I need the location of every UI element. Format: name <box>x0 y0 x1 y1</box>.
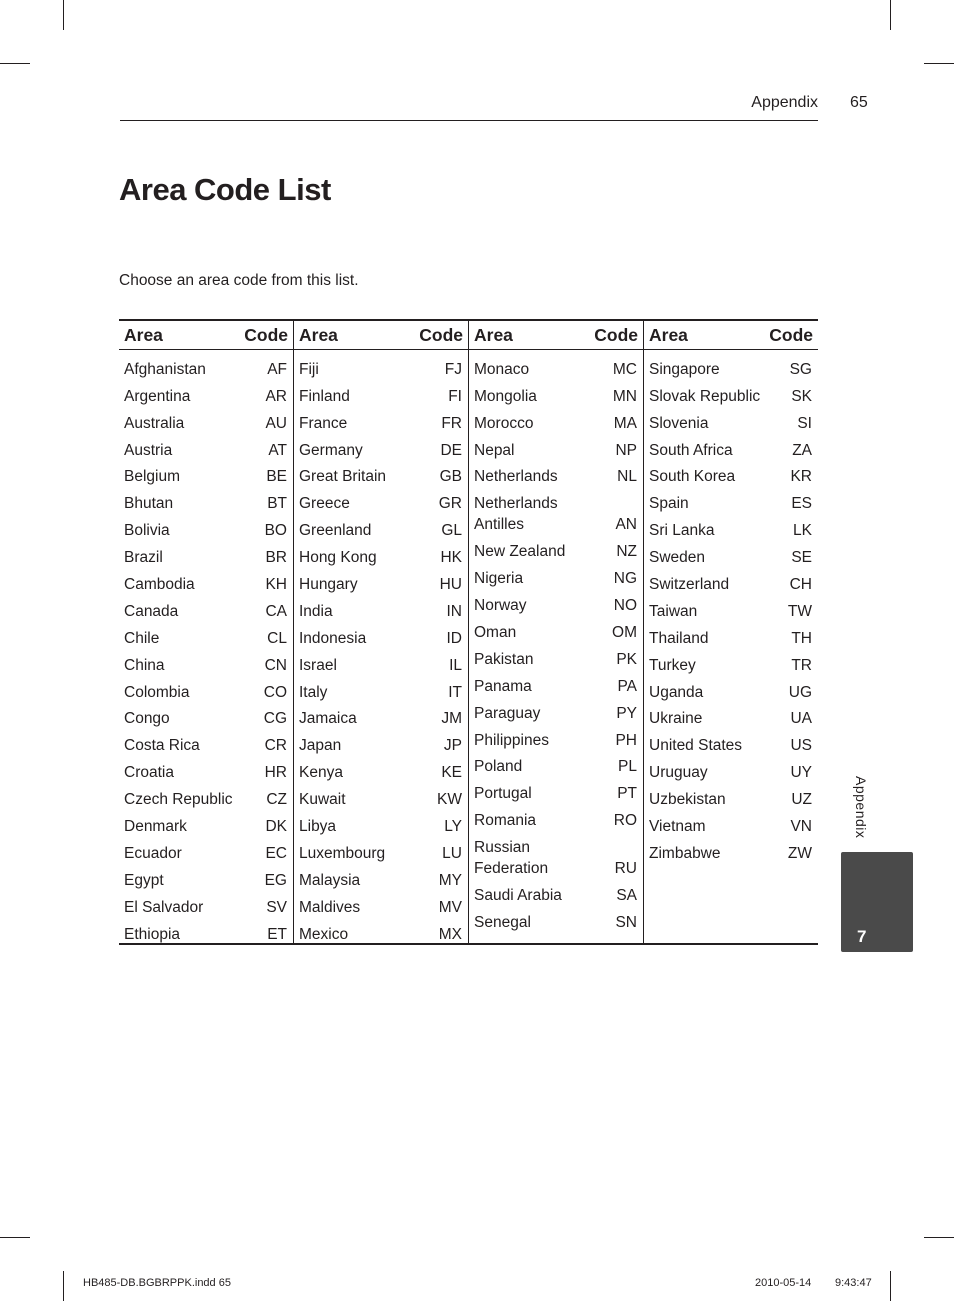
table-row <box>119 487 293 514</box>
column-header <box>644 321 818 350</box>
table-row <box>294 837 468 864</box>
area-code: FI <box>448 387 462 405</box>
area-name: New Zealand <box>474 543 566 561</box>
area-name: Mongolia <box>474 387 537 405</box>
page-title: Area Code List <box>119 172 331 207</box>
table-row <box>469 697 643 724</box>
table-row <box>119 864 293 891</box>
area-name: Netherlands <box>474 468 558 486</box>
crop-mark <box>63 1271 64 1301</box>
table-row <box>469 616 643 643</box>
area-code: PY <box>616 704 637 722</box>
table-row <box>469 804 643 831</box>
column-header <box>119 321 293 350</box>
area-name: Belgium <box>124 468 180 486</box>
area-name: South Korea <box>649 468 736 486</box>
area-name: Uruguay <box>649 764 708 782</box>
table-row <box>294 783 468 810</box>
table-row <box>119 380 293 407</box>
area-name: Hong Kong <box>299 549 377 567</box>
area-code: EC <box>265 844 287 862</box>
table-row <box>119 541 293 568</box>
table-row <box>119 434 293 461</box>
area-name: Germany <box>299 441 363 459</box>
area-name: Afghanistan <box>124 360 206 378</box>
area-name: Nepal <box>474 441 515 459</box>
area-name: Luxembourg <box>299 844 386 862</box>
area-code: SG <box>789 360 812 378</box>
table-row <box>644 568 818 595</box>
area-name: Czech Republic <box>124 791 233 809</box>
side-tab-label <box>844 770 878 844</box>
table-row <box>469 906 643 933</box>
table-row <box>294 595 468 622</box>
table-row <box>119 810 293 837</box>
area-name: Ukraine <box>649 710 703 728</box>
table-row <box>294 568 468 595</box>
table-row <box>644 837 818 864</box>
area-code: GB <box>439 468 462 486</box>
table-row <box>469 461 643 488</box>
area-name: Greenland <box>299 522 372 540</box>
area-name: Indonesia <box>299 629 367 647</box>
table-row <box>644 783 818 810</box>
area-name: Romania <box>474 812 537 830</box>
area-code: CH <box>789 576 812 594</box>
area-name: Maldives <box>299 898 361 916</box>
table-row <box>644 756 818 783</box>
area-code: MA <box>613 414 637 432</box>
area-name: Cambodia <box>124 576 195 594</box>
header-area: Area <box>124 324 163 345</box>
area-name: Bhutan <box>124 495 174 513</box>
area-code: IT <box>448 683 462 701</box>
area-code: AF <box>267 360 287 378</box>
area-name: Panama <box>474 677 532 695</box>
area-name: Slovak Republic <box>649 387 761 405</box>
area-code: OM <box>612 624 637 642</box>
area-code: ID <box>446 629 462 647</box>
area-code: HK <box>440 549 462 567</box>
area-name: France <box>299 414 348 432</box>
area-code: DK <box>265 818 287 836</box>
crop-mark <box>890 0 891 30</box>
header-area: Area <box>299 324 338 345</box>
header-code: Code <box>244 324 288 345</box>
table-row <box>644 622 818 649</box>
table-row <box>644 434 818 461</box>
area-name: Costa Rica <box>124 737 200 755</box>
table-row <box>119 918 293 945</box>
table-row <box>119 568 293 595</box>
area-code: HR <box>264 764 287 782</box>
area-code: TR <box>791 656 812 674</box>
table-row <box>644 380 818 407</box>
area-code: MV <box>438 898 462 916</box>
area-name: Japan <box>299 737 342 755</box>
area-code: SK <box>791 387 812 405</box>
area-name: Paraguay <box>474 704 541 722</box>
table-row <box>469 407 643 434</box>
column-header <box>469 321 643 350</box>
area-code: UZ <box>791 791 812 809</box>
area-name: Jamaica <box>299 710 357 728</box>
area-code: MY <box>438 871 462 889</box>
table-row <box>294 353 468 380</box>
area-name: Argentina <box>124 387 191 405</box>
area-code: AU <box>265 414 287 432</box>
area-name: Libya <box>299 818 337 836</box>
area-name: Brazil <box>124 549 163 567</box>
area-name: Senegal <box>474 914 531 932</box>
table-row <box>119 729 293 756</box>
header-area: Area <box>649 324 688 345</box>
area-name: Chile <box>124 629 160 647</box>
area-code: SA <box>616 887 637 905</box>
area-code: HU <box>439 576 462 594</box>
area-name: Kuwait <box>299 791 346 809</box>
area-code: KH <box>265 576 287 594</box>
table-row <box>294 380 468 407</box>
area-name: Norway <box>474 597 527 615</box>
area-code: BR <box>265 549 287 567</box>
table-row <box>469 589 643 616</box>
area-code: PH <box>615 731 637 749</box>
area-name: Australia <box>124 414 185 432</box>
area-code: BE <box>266 468 287 486</box>
area-name: South Africa <box>649 441 733 459</box>
area-name: Zimbabwe <box>649 844 721 862</box>
area-code: JM <box>441 710 462 728</box>
table-row <box>294 676 468 703</box>
area-name: Spain <box>649 495 689 513</box>
area-code: PA <box>617 677 637 695</box>
area-name: Switzerland <box>649 576 730 594</box>
table-column <box>468 321 643 943</box>
intro-text: Choose an area code from this list. <box>119 272 359 289</box>
table-column <box>643 321 818 943</box>
area-code: SV <box>266 898 287 916</box>
area-code: EG <box>264 871 287 889</box>
area-name: Uganda <box>649 683 704 701</box>
area-name: Oman <box>474 624 517 642</box>
area-code: MX <box>438 925 462 943</box>
area-name: Colombia <box>124 683 190 701</box>
table-row <box>119 891 293 918</box>
crop-mark <box>924 1237 954 1238</box>
table-row <box>294 622 468 649</box>
table-row <box>469 535 643 562</box>
area-code: CN <box>264 656 287 674</box>
area-code: CZ <box>266 791 287 809</box>
area-code: PK <box>616 650 637 668</box>
area-name: Israel <box>299 656 337 674</box>
area-name: Pakistan <box>474 650 534 668</box>
area-name: Taiwan <box>649 602 698 620</box>
crop-mark <box>0 63 30 64</box>
area-name: Kenya <box>299 764 343 782</box>
chapter-tab <box>841 852 913 952</box>
area-name: Hungary <box>299 576 358 594</box>
table-row <box>294 514 468 541</box>
area-name: Austria <box>124 441 173 459</box>
area-name: Malaysia <box>299 871 361 889</box>
header-section-label: Appendix <box>751 94 818 111</box>
area-code: MN <box>612 387 637 405</box>
area-name: Finland <box>299 387 350 405</box>
area-code: KR <box>790 468 812 486</box>
table-row <box>644 353 818 380</box>
area-code: NZ <box>616 543 637 561</box>
area-code: KE <box>441 764 462 782</box>
area-code: DE <box>440 441 462 459</box>
area-code: CR <box>264 737 287 755</box>
table-row <box>469 434 643 461</box>
area-code: KW <box>437 791 462 809</box>
area-code: LY <box>444 818 462 836</box>
column-header <box>294 321 468 350</box>
table-row <box>294 810 468 837</box>
table-row <box>294 541 468 568</box>
table-row <box>469 380 643 407</box>
area-code: CG <box>263 710 287 728</box>
page-number: 65 <box>850 94 868 111</box>
area-code: NL <box>617 468 637 486</box>
area-code: US <box>790 737 812 755</box>
area-code: UA <box>790 710 812 728</box>
table-row <box>119 461 293 488</box>
area-name: Russian Federation <box>474 839 549 878</box>
area-code: ET <box>267 925 287 943</box>
area-name: Denmark <box>124 818 187 836</box>
table-row <box>294 729 468 756</box>
area-code: LK <box>793 522 812 540</box>
table-row <box>469 562 643 589</box>
area-name: Sweden <box>649 549 706 567</box>
table-row <box>469 777 643 804</box>
area-code: GR <box>438 495 462 513</box>
table-row <box>294 407 468 434</box>
area-code: IL <box>449 656 462 674</box>
table-row <box>119 837 293 864</box>
area-code: FJ <box>444 360 462 378</box>
area-code: SN <box>615 914 637 932</box>
table-row <box>294 918 468 945</box>
area-name: Sri Lanka <box>649 522 715 540</box>
table-row <box>469 831 643 879</box>
table-row <box>119 783 293 810</box>
table-row <box>119 703 293 730</box>
area-code: MC <box>612 360 637 378</box>
area-name: Thailand <box>649 629 709 647</box>
area-name: Ecuador <box>124 844 182 862</box>
table-row <box>294 756 468 783</box>
table-row <box>294 891 468 918</box>
table-column <box>293 321 468 943</box>
area-name: El Salvador <box>124 898 204 916</box>
area-code: LU <box>442 844 462 862</box>
area-code: RO <box>613 812 637 830</box>
table-row <box>469 353 643 380</box>
area-name: United States <box>649 737 743 755</box>
table-row <box>294 703 468 730</box>
area-name: Nigeria <box>474 570 524 588</box>
area-name: Singapore <box>649 360 720 378</box>
table-row <box>644 407 818 434</box>
table-row <box>294 649 468 676</box>
area-name: Netherlands Antilles <box>474 495 558 534</box>
table-row <box>119 407 293 434</box>
area-name: Morocco <box>474 414 534 432</box>
area-code: NG <box>613 570 637 588</box>
area-code: AT <box>268 441 287 459</box>
area-code: FR <box>441 414 462 432</box>
area-code: NO <box>613 597 637 615</box>
crop-mark <box>63 0 64 30</box>
area-name: Fiji <box>299 360 319 378</box>
table-row <box>294 487 468 514</box>
area-code: AR <box>265 387 287 405</box>
area-code-table <box>119 319 818 945</box>
area-code: ES <box>791 495 812 513</box>
area-name: Croatia <box>124 764 174 782</box>
table-row <box>469 751 643 778</box>
table-row <box>644 595 818 622</box>
table-row <box>119 649 293 676</box>
table-row <box>469 487 643 535</box>
area-name: Greece <box>299 495 350 513</box>
area-name: Slovenia <box>649 414 709 432</box>
header-code: Code <box>594 324 638 345</box>
crop-mark <box>0 1237 30 1238</box>
area-name: Great Britain <box>299 468 387 486</box>
crop-mark <box>924 63 954 64</box>
footer-file-info: HB485-DB.BGBRPPK.indd 65 <box>83 1277 231 1289</box>
table-row <box>294 864 468 891</box>
header-code: Code <box>419 324 463 345</box>
table-row <box>119 514 293 541</box>
table-row <box>469 643 643 670</box>
area-code: UG <box>788 683 812 701</box>
area-code: SI <box>797 414 812 432</box>
area-code: GL <box>441 522 462 540</box>
area-name: Italy <box>299 683 328 701</box>
area-code: RU <box>614 860 637 878</box>
table-row <box>469 879 643 906</box>
area-name: Portugal <box>474 785 532 803</box>
area-name: Vietnam <box>649 818 706 836</box>
table-column <box>119 321 293 943</box>
table-row <box>119 622 293 649</box>
area-code: PL <box>618 758 637 776</box>
area-name: Turkey <box>649 656 696 674</box>
area-name: Ethiopia <box>124 925 181 943</box>
header-area: Area <box>474 324 513 345</box>
footer-date: 2010-05-14 <box>755 1277 812 1289</box>
table-row <box>294 461 468 488</box>
table-row <box>119 595 293 622</box>
table-row <box>119 353 293 380</box>
area-code: NP <box>615 441 637 459</box>
table-row <box>119 756 293 783</box>
side-tab-label-text: Appendix <box>853 775 869 839</box>
area-code: UY <box>790 764 812 782</box>
area-code: CO <box>263 683 287 701</box>
area-name: Poland <box>474 758 523 776</box>
header-code: Code <box>769 324 813 345</box>
area-code: AN <box>615 516 637 534</box>
table-row <box>644 810 818 837</box>
area-code: JP <box>443 737 462 755</box>
table-row <box>644 461 818 488</box>
area-name: India <box>299 602 333 620</box>
area-code: BO <box>264 522 287 540</box>
table-row <box>644 649 818 676</box>
table-row <box>644 487 818 514</box>
footer-time: 9:43:47 <box>835 1277 872 1289</box>
table-row <box>119 676 293 703</box>
area-name: Mexico <box>299 925 349 943</box>
area-name: Monaco <box>474 360 530 378</box>
chapter-number: 7 <box>857 927 867 946</box>
area-name: Philippines <box>474 731 549 749</box>
area-name: Canada <box>124 602 179 620</box>
area-code: ZA <box>792 441 812 459</box>
table-row <box>644 514 818 541</box>
table-row <box>644 676 818 703</box>
area-name: China <box>124 656 165 674</box>
area-name: Bolivia <box>124 522 170 540</box>
area-name: Congo <box>124 710 170 728</box>
area-code: TW <box>787 602 812 620</box>
table-row <box>294 434 468 461</box>
crop-mark <box>890 1271 891 1301</box>
area-code: SE <box>791 549 812 567</box>
table-row <box>469 724 643 751</box>
running-header <box>120 93 818 121</box>
area-code: IN <box>446 602 462 620</box>
area-code: ZW <box>787 844 812 862</box>
area-code: BT <box>267 495 287 513</box>
table-row <box>644 703 818 730</box>
table-row <box>644 541 818 568</box>
area-code: CL <box>267 629 287 647</box>
area-code: TH <box>791 629 812 647</box>
table-row <box>644 729 818 756</box>
area-code: CA <box>265 602 287 620</box>
area-code: VN <box>790 818 812 836</box>
table-row <box>469 670 643 697</box>
area-code: PT <box>617 785 637 803</box>
area-name: Saudi Arabia <box>474 887 562 905</box>
area-name: Uzbekistan <box>649 791 726 809</box>
area-name: Egypt <box>124 871 164 889</box>
